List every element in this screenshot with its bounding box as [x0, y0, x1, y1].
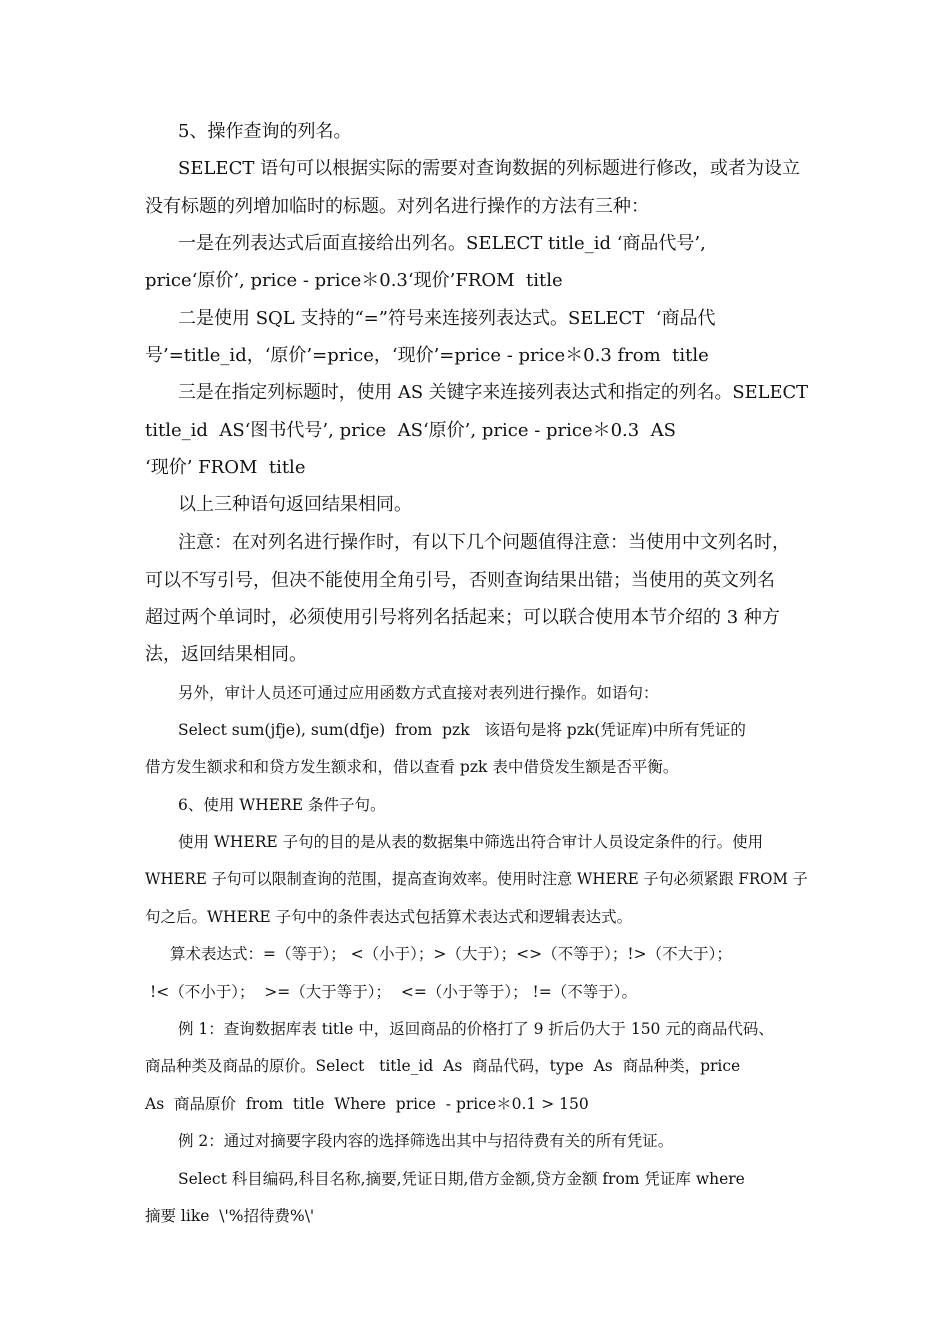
paragraph-line: 另外，审计人员还可通过应用函数方式直接对表列进行操作。如语句：	[178, 684, 659, 702]
paragraph-line: 没有标题的列增加临时的标题。对列名进行操作的方法有三种：	[145, 196, 649, 217]
section-heading-where: 6、使用 WHERE 条件子句。	[178, 796, 386, 814]
paragraph-line: 以上三种语句返回结果相同。	[178, 494, 412, 515]
code-line: title_id AS‘图书代号’, price AS‘原价’, price - price＊0.3 AS	[145, 420, 677, 441]
paragraph-line: SELECT 语句可以根据实际的需要对查询数据的列标题进行修改，或者为设立	[178, 158, 801, 179]
paragraph-line: 句之后。WHERE 子句中的条件表达式包括算术表达式和逻辑表达式。	[145, 908, 633, 926]
example-line: 例 2：通过对摘要字段内容的选择筛选出其中与招待费有关的所有凭证。	[178, 1132, 674, 1150]
paragraph-line: 二是使用 SQL 支持的“=”符号来连接列表达式。SELECT ‘商品代	[178, 308, 716, 329]
code-line: ‘现价’ FROM title	[145, 457, 306, 478]
code-line: 号’=title_id，‘原价’=price，‘现价’=price - price＊0.3 from title	[145, 345, 709, 366]
note-line: 注意：在对列名进行操作时，有以下几个问题值得注意：当使用中文列名时，	[178, 532, 790, 553]
code-line: price‘原价’, price - price＊0.3‘现价’FROM title	[145, 270, 563, 291]
paragraph-line: WHERE 子句可以限制查询的范围，提高查询效率。使用时注意 WHERE 子句必须紧跟 FROM 子	[145, 870, 808, 888]
code-line: Select 科目编码,科目名称,摘要,凭证日期,借方金额,贷方金额 from 凭证库 where	[178, 1170, 745, 1188]
paragraph-line: 借方发生额求和和贷方发生额求和，借以查看 pzk 表中借贷发生额是否平衡。	[145, 758, 679, 776]
example-line: 商品种类及商品的原价。Select title_id As 商品代码，type As 商品种类，price	[145, 1057, 741, 1075]
code-line: Select sum(jfje), sum(dfje) from pzk 该语句是将 pzk(凭证库)中所有凭证的	[178, 721, 746, 739]
paragraph-line: 使用 WHERE 子句的目的是从表的数据集中筛选出符合审计人员设定条件的行。使用	[178, 833, 764, 851]
note-line: 法，返回结果相同。	[145, 644, 307, 665]
operators-line: 算术表达式：=（等于）； <（小于）；>（大于）；<>（不等于）；!>（不大于）；	[170, 945, 732, 963]
example-line: 例 1：查询数据库表 title 中，返回商品的价格打了 9 折后仍大于 150 元的商品代码、	[178, 1020, 774, 1038]
note-line: 可以不写引号，但决不能使用全角引号，否则查询结果出错；当使用的英文列名	[145, 570, 775, 591]
code-line: 摘要 like \'%招待费%\'	[145, 1207, 315, 1225]
section-heading-column-names: 5、操作查询的列名。	[178, 121, 352, 142]
example-line: As 商品原价 from title Where price - price＊0.1 > 150	[145, 1095, 589, 1113]
paragraph-line: 三是在指定列标题时，使用 AS 关键字来连接列表达式和指定的列名。SELECT	[178, 382, 809, 403]
paragraph-line: 一是在列表达式后面直接给出列名。SELECT title_id ‘商品代号’,	[178, 233, 706, 254]
note-line: 超过两个单词时，必须使用引号将列名括起来；可以联合使用本节介绍的 3 种方	[145, 607, 780, 628]
operators-line: !<（不小于）； >=（大于等于）； <=（小于等于）； !=（不等于）。	[150, 983, 638, 1001]
